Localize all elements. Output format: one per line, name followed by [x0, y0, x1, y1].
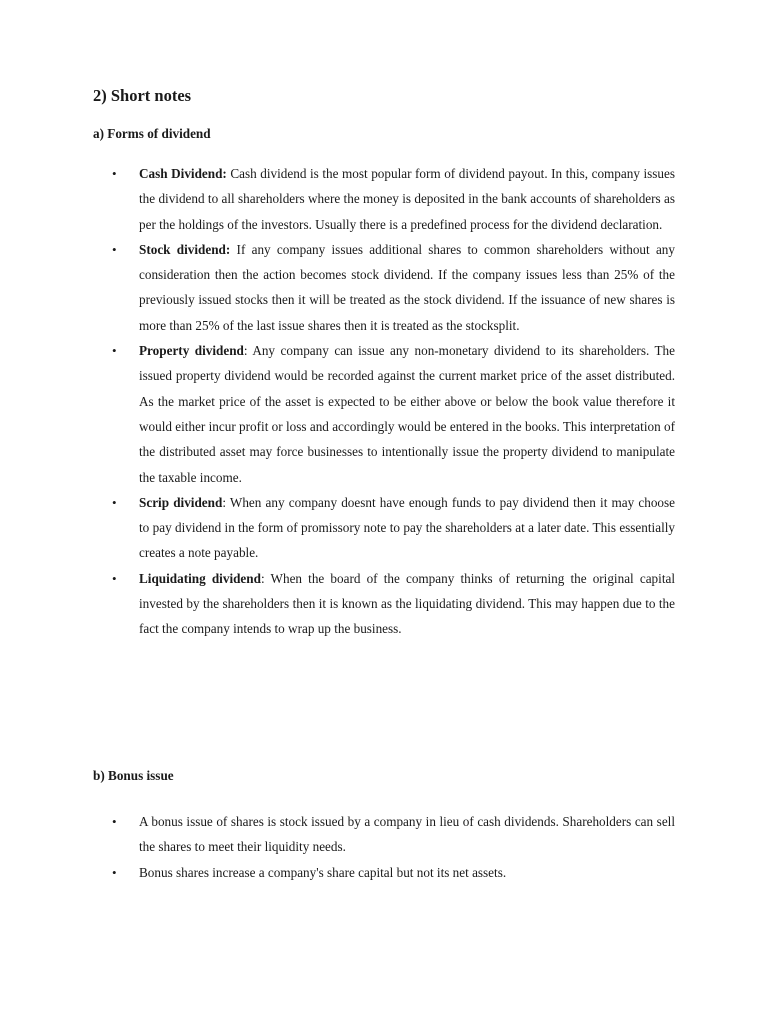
- list-item-liquidating-dividend: [93, 566, 675, 642]
- list-item-scrip-dividend: [93, 490, 675, 566]
- item-text: If any company issues additional shares to common shareholders without any consideration then the action becomes stock dividend. If the company issues less than 25% of the previously issued stocks then it will be treated as the stock dividend. If the issuance of new shares is more than 25% of the last issue shares then it is treated as the stocksplit.: [139, 241, 675, 333]
- list-item-property-dividend: [93, 338, 675, 490]
- term-label: Scrip dividend: [139, 494, 223, 510]
- forms-of-dividend-list: [93, 161, 675, 642]
- item-text: : When any company doesnt have enough funds to pay dividend then it may choose to pay dividend in the form of promissory note to pay the shareholders at a later date. This essentially creates a note payable.: [139, 494, 675, 561]
- bonus-issue-list: [93, 809, 675, 885]
- item-text: A bonus issue of shares is stock issued by a company in lieu of cash dividends. Shareholders can sell the shares to meet their liquidity needs.: [139, 814, 675, 855]
- list-item-cash-dividend: [93, 161, 675, 237]
- item-text: Cash dividend is the most popular form of dividend payout. In this, company issues the dividend to all shareholders where the money is deposited in the bank accounts of shareholders as per the holdings of the investors. Usually there is a predefined process for the dividend declaration.: [139, 166, 675, 232]
- bullet-icon: •: [112, 166, 117, 181]
- item-text: : When the board of the company thinks of returning the original capital invested by the shareholders then it is known as the liquidating dividend. This may happen due to the fact the company intends to wrap up the business.: [139, 570, 675, 637]
- item-text: : Any company can issue any non-monetary dividend to its shareholders. The issued property dividend would be recorded against the current market price of the asset distributed. As the market price of the asset is expected to be either above or below the book value therefore it would either incur profit or loss and accordingly would be entered in the books. This interpretation of the distributed asset may force businesses to intentionally issue the property dividend to manipulate the taxable income.: [139, 343, 675, 485]
- list-item-bonus-definition: [93, 809, 675, 860]
- list-item-bonus-capital: [93, 860, 675, 885]
- bullet-icon: •: [112, 814, 117, 829]
- page-title: 2) Short notes: [93, 86, 192, 105]
- bullet-icon: •: [112, 241, 117, 257]
- bullet-icon: •: [112, 494, 117, 510]
- term-label: Stock dividend:: [139, 241, 231, 257]
- term-label: Property dividend: [139, 343, 244, 359]
- section-heading-bonus-issue: b) Bonus issue: [93, 768, 174, 783]
- section-heading-forms-of-dividend: a) Forms of dividend: [93, 126, 211, 141]
- list-item-stock-dividend: [93, 237, 675, 338]
- bullet-icon: •: [112, 864, 117, 880]
- bullet-icon: •: [112, 343, 117, 359]
- term-label: Liquidating dividend: [139, 570, 261, 586]
- term-label: Cash Dividend:: [139, 166, 227, 181]
- bullet-icon: •: [112, 570, 117, 586]
- item-text: Bonus shares increase a company's share capital but not its net assets.: [139, 864, 507, 880]
